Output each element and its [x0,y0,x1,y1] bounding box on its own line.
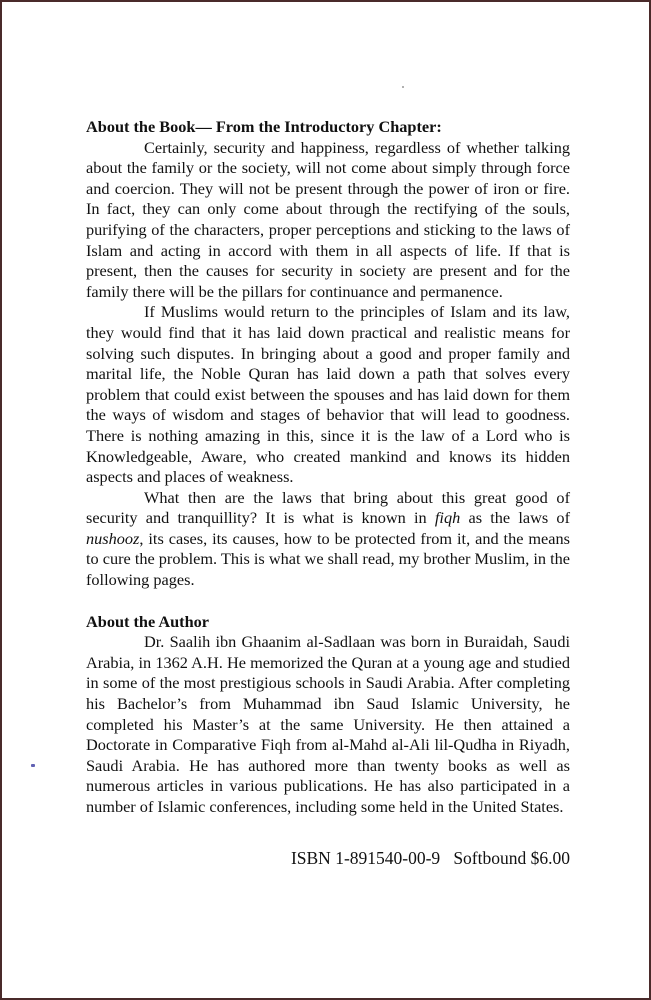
about-book-paragraph-2: If Muslims would return to the principles of Islam and its law, they would find that it has laid down practical and realistic means for solving such disputes. In bringing about a good and proper family and marital life, the Noble Quran has laid down a path that solves every problem that could exist between the spouses and has laid down for them the ways of wisdom and stages of behavior that will lead to goodness. There is nothing amazing in this, since it is the law of a Lord who is Knowledgeable, Aware, who created mankind and knows its hidden aspects and places of weakness. [86,302,570,487]
print-speck [31,764,35,767]
section-spacer [86,591,570,612]
term-fiqh: fiqh [434,508,461,528]
term-nushooz: nushooz [86,528,140,548]
about-book-heading: About the Book— From the Introductory Chapter: [86,117,442,136]
print-speck [402,86,404,88]
about-book-paragraph-3 [86,488,570,591]
p3-text-1: What then are the laws that bring about this great good of security and tranquillity? It is what is known in [86,487,570,528]
about-author-section [86,612,570,818]
p3-text-3: , its cases, its causes, how to be protected from it, and the means to cure the problem. This is what we shall read, my brother Muslim, in the following pages. [86,528,570,590]
p3-text-2: as the laws of [460,508,570,528]
about-author-heading: About the Author [86,611,210,631]
isbn-price-line [2,848,570,869]
back-cover-text [86,117,570,818]
about-author-paragraph: Dr. Saalih ibn Ghaanim al-Sadlaan was born in Buraidah, Saudi Arabia, in 1362 A.H. He memorized the Quran at a young age and studied in some of the most prestigious schools in Saudi Arabia. After completing his Bachelor’s from Muhammad ibn Saud Islamic University, he completed his Master’s at the same University. He then attained a Doctorate in Comparative Fiqh from al-Mahd al-Ali lil-Qudha in Riyadh, Saudi Arabia. He has authored more than twenty books as well as numerous articles in various publications. He has also participated in a number of Islamic conferences, including some held in the United States. [86,632,570,816]
binding-price: Softbound $6.00 [453,848,570,868]
about-book-paragraph-1: Certainly, security and happiness, regardless of whether talking about the family or the society, will not come about simply through force and coercion. They will not be present through the power of iron or fire. In fact, they can only come about through the rectifying of the souls, purifying of the characters, proper perceptions and sticking to the laws of Islam and acting in accord with them in all aspects of life. If that is present, then the causes for security in society are present and for the family there will be the pillars for continuance and permanence. [86,137,570,301]
isbn-number: ISBN 1-891540-00-9 [290,848,441,868]
